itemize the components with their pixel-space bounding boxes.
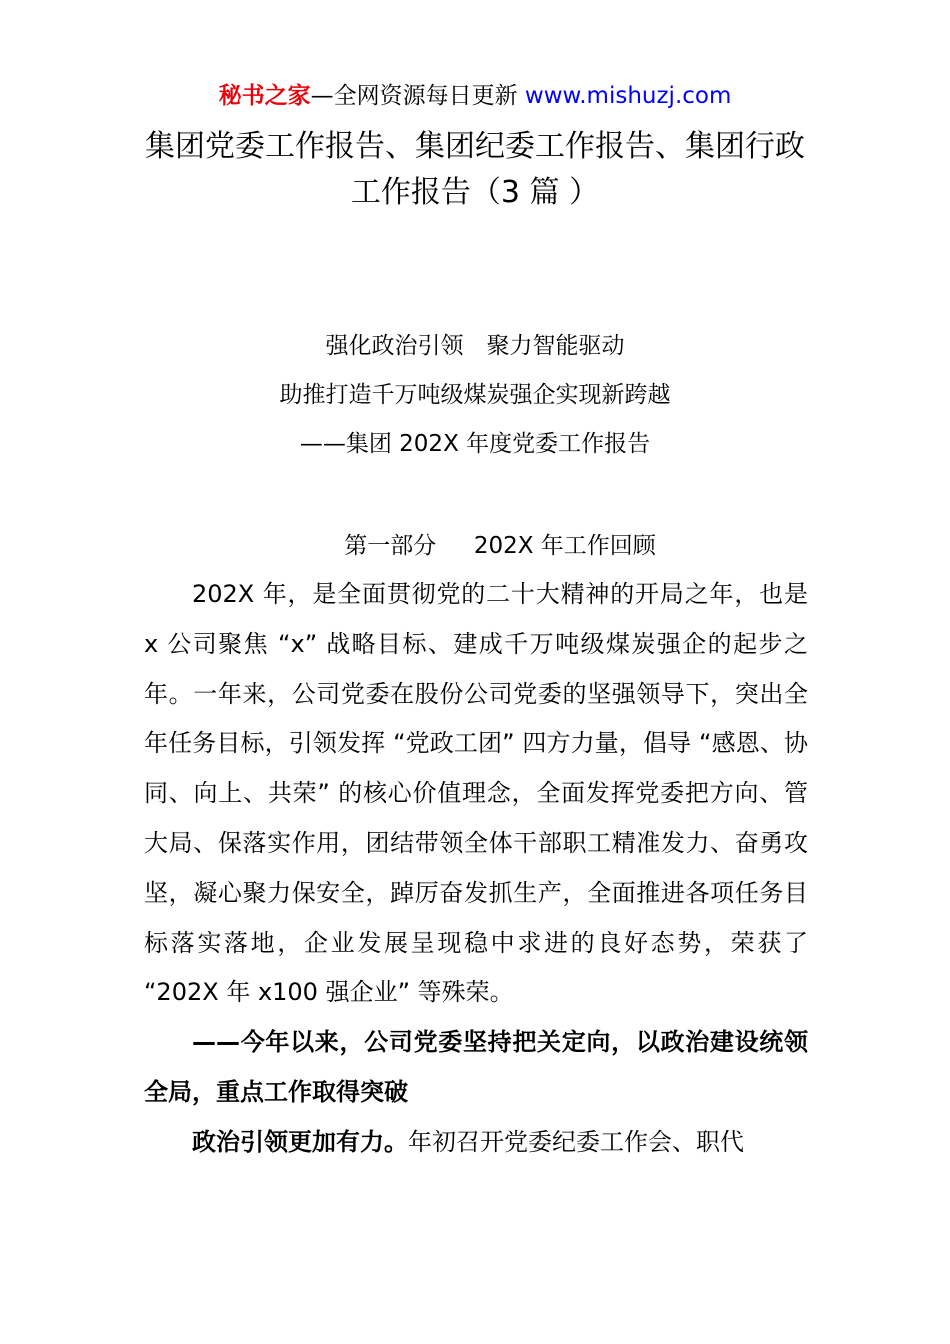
paragraph-lead-phrase: 政治引领更加有力。 <box>192 1127 408 1156</box>
site-url-link[interactable]: www.mishuzj.com <box>524 83 732 109</box>
report-heading-line-1: 强化政治引领 聚力智能驱动 <box>325 333 625 359</box>
paragraph-subheading: ——今年以来，公司党委坚持把关定向，以政治建设统领全局，重点工作取得突破 <box>144 1028 808 1106</box>
body-text <box>144 570 808 1168</box>
paragraph-political-leadership <box>144 1118 808 1168</box>
site-header <box>0 80 950 112</box>
paragraph-continuation: 年初召开党委纪委工作会、职代 <box>408 1127 744 1156</box>
paragraph-intro: 202X 年，是全面贯彻党的二十大精神的开局之年，也是 x 公司聚焦 “x” 战略目标、建成千万吨级煤炭强企的起步之年。一年来，公司党委在股份公司党委的坚强领导下，突出全年任务目标，引领发挥 “党政工团” 四方力量，倡导 “感恩、协同、向上、共荣” 的核心价值理念，全面发挥党委把方向、管大局、保落实作用，团结带领全体干部职工精准发力、奋勇攻坚，凝心聚力保安全，踔厉奋发抓生产，全面推进各项任务目标落实落地，企业发展呈现稳中求进的良好态势，荣获了 “202X 年 x100 强企业” 等殊荣。 <box>144 580 808 1007</box>
document-title: 集团党委工作报告、集团纪委工作报告、集团行政工作报告（3 篇 ） <box>145 129 805 210</box>
section-heading: 第一部分 202X 年工作回顾 <box>344 533 656 559</box>
site-tagline: —全网资源每日更新 <box>310 83 525 109</box>
report-heading-line-3: ——集团 202X 年度党委工作报告 <box>299 431 651 457</box>
report-heading-line-2: 助推打造千万吨级煤炭强企实现新跨越 <box>279 382 671 408</box>
site-brand: 秘书之家 <box>218 83 311 109</box>
